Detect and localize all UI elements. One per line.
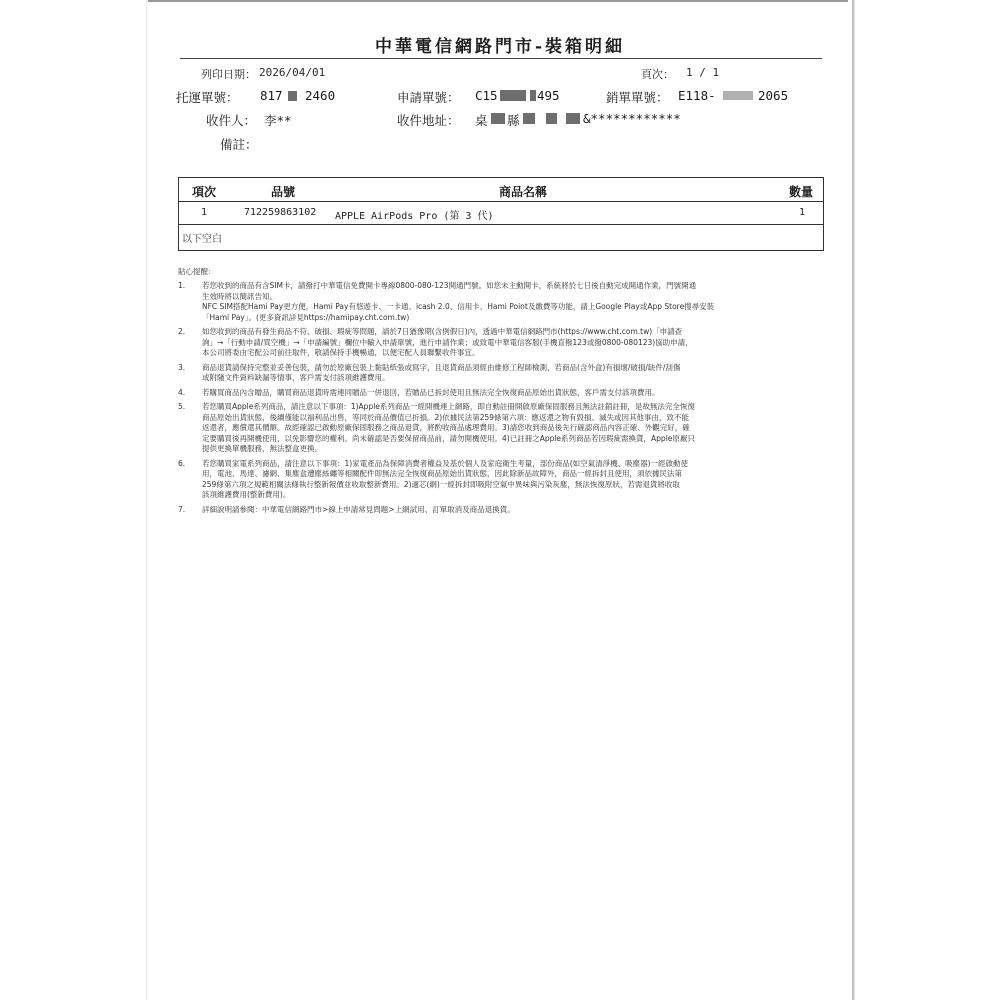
row-name: APPLE AirPods Pro (第 3 代): [335, 211, 494, 222]
application-value-end: 495: [537, 88, 560, 103]
note-number: 3.: [178, 362, 186, 372]
address-redaction-1: [491, 113, 505, 124]
note-line: 若您購買家電系列商品，請注意以下事項：1)家電產品為保障消費者權益及基於個人及家庭衛生考量，部份商品(如空氣清淨機、吸塵器)一經啟動使: [202, 458, 689, 468]
sales-value-end: 2065: [758, 88, 789, 103]
header-qty: 數量: [789, 185, 814, 199]
row-code: 712259863102: [244, 207, 317, 218]
application-value-start: C15: [475, 88, 498, 103]
note-number: 7.: [178, 504, 186, 514]
note-line: 返還者，應償還其價額。故經確認已啟動原廠保固服務之商品退貨，將酌收商品處理費用。3)請您收到商品後先行確認商品內容正確、外觀完好，確: [202, 423, 690, 432]
row-qty: 1: [799, 207, 806, 218]
address-value-mid: 縣: [507, 113, 520, 128]
table-row-divider: [179, 224, 823, 225]
page-value: 1 / 1: [686, 66, 720, 79]
note-line: 生效時將以簡訊告知。: [202, 291, 277, 301]
sales-redaction: [723, 91, 753, 100]
waybill-label: 托運單號：: [176, 90, 239, 105]
page-right-edge: [852, 0, 855, 1000]
note-line: NFC SIM搭配Hami Pay更方便，Hami Pay有悠遊卡、一卡通、icash 2.0、信用卡、Hami Point及繳費等功能，請上Google Play或App Store搜尋安裝: [202, 302, 715, 311]
remark-label: 備註：: [220, 137, 258, 152]
note-line: 若購買商品內含贈品，購買商品退貨時需連同贈品一併退回，若贈品已拆封使用且無法完全恢復商品原始出貨狀態，客戶需支付該項費用。: [202, 387, 660, 397]
note-line: 詢」→「行動申請/買空機」→「申請編號」欄位中輸入申請單號，進行申請作業；或致電中華電信客服(手機直撥123或撥0800-080123)協助申請，: [202, 337, 693, 347]
print-date-label: 列印日期：: [201, 68, 256, 81]
table-blank-text: 以下空白: [182, 234, 222, 245]
document-title: 中華電信網路門市-裝箱明細: [374, 37, 626, 57]
row-index: 1: [201, 207, 208, 218]
note-item: [178, 459, 826, 501]
address-value-start: 桌: [475, 113, 488, 128]
address-value-end: &************: [583, 111, 681, 126]
note-line: 259條第六項之規範相關法條執行整新報價並收取整新費用。2)適芯(網)一經拆封即吸附空氣中異味與污染灰塵，無法恢復原狀，若需退貨將收取: [202, 479, 680, 489]
address-redaction-3: [546, 113, 557, 124]
note-number: 2.: [178, 327, 186, 336]
header-name: 商品名稱: [499, 185, 548, 199]
sales-value-start: E118-: [678, 88, 716, 103]
application-label: 申請單號：: [397, 90, 460, 105]
application-redaction-2: [530, 90, 536, 101]
note-number: 4.: [178, 387, 186, 397]
note-line: 提供更換單機服務，無法整盒更換。: [202, 444, 322, 453]
item-table: [178, 177, 824, 251]
waybill-value-end: 2460: [305, 88, 336, 103]
note-line: 或附隨文件資料缺漏等情事，客戶需支付該項維護費用。: [202, 373, 390, 382]
note-line: 「Hami Pay」。(更多資訊詳見https://hamipay.cht.com.tw): [202, 312, 410, 322]
note-line: 定要購買後再開機使用，以免影響您的權利。尚未確認是否要保留商品前，請勿開機使用。4)已註冊之Apple系列商品若因瑕疵需換貨，Apple原廠只: [202, 433, 695, 443]
page-left-edge: [146, 0, 147, 1000]
page-label: 頁次：: [641, 68, 674, 81]
note-item: [178, 281, 826, 323]
waybill-redaction: [288, 91, 297, 101]
note-item: [178, 388, 826, 399]
note-line: 商品退貨請保持完整並妥善包裝，請勿於原廠包裝上黏貼紙張或寫字，且退貨商品須經由維修工程師檢測，若商品(含外盒)有損壞/破損/缺件/刮傷: [202, 362, 681, 372]
print-date-value: 2026/04/01: [259, 66, 326, 79]
notes-section: [178, 266, 826, 519]
note-number: 6.: [178, 458, 186, 468]
notes-heading: 貼心提醒：: [178, 267, 216, 276]
recipient-label: 收件人：: [206, 113, 257, 128]
note-line: 該項維護費用(整新費用)。: [202, 490, 291, 499]
header-code: 品號: [271, 185, 296, 199]
table-header-divider: [179, 201, 823, 202]
page-top-edge: [148, 0, 848, 2]
waybill-value-start: 817: [260, 88, 283, 103]
note-item: [178, 327, 826, 359]
note-item: [178, 363, 826, 384]
note-number: 1.: [178, 281, 186, 290]
note-item: [178, 402, 826, 455]
address-redaction-4: [566, 113, 580, 124]
note-item: [178, 505, 826, 516]
header-index: 項次: [192, 185, 217, 199]
notes-list: [178, 281, 826, 515]
address-label: 收件地址：: [397, 113, 460, 128]
recipient-value: 李**: [264, 113, 292, 128]
note-line: 如您收到的商品有發生商品不符、破損、瑕疵等問題，請於7日猶豫期(含例假日)內，透過中華電信網路門市(https://www.cht.com.tw)「申請查: [202, 327, 683, 336]
title-underline: [180, 58, 822, 59]
sales-label: 銷單單號：: [606, 90, 669, 105]
note-line: 若您購買Apple系列商品，請注意以下事項：1)Apple系列商品一經開機連上網路，即自動註冊開啟原廠保固服務且無法註銷註冊，是故無法完全恢復: [202, 402, 695, 411]
note-line: 本公司將委由宅配公司前往取件，敬請保持手機暢通，以便宅配人員聯繫收件事宜。: [202, 348, 480, 357]
address-redaction-2: [523, 113, 535, 124]
application-redaction-1: [500, 90, 526, 101]
note-line: 用，電池、馬達、濾網、集塵盒遭塵絲纏等相關配件即無法完全恢復商品原始出貨狀態，因此除新品故障外，商品一經拆封且使用，須依據民法第: [202, 469, 682, 478]
note-line: 詳細說明請參閱：中華電信網路門市>線上申請常見問題>上網試用、訂單取消及商品退換貨。: [202, 504, 515, 514]
note-line: 若您收到的商品有含SIM卡，請撥打中華電信免費開卡專線0800-080-123開通門號。如您未主動開卡，系統將於七日後自動完成開通作業，門號開通: [202, 281, 697, 290]
note-line: 商品原始出貨狀態，後續僅能以福利品出售，等同於商品價值已折損。2)依據民法第259條第六項：應返還之物有毀損、滅失或因其他事由，致不能: [202, 412, 690, 422]
note-number: 5.: [178, 402, 186, 411]
